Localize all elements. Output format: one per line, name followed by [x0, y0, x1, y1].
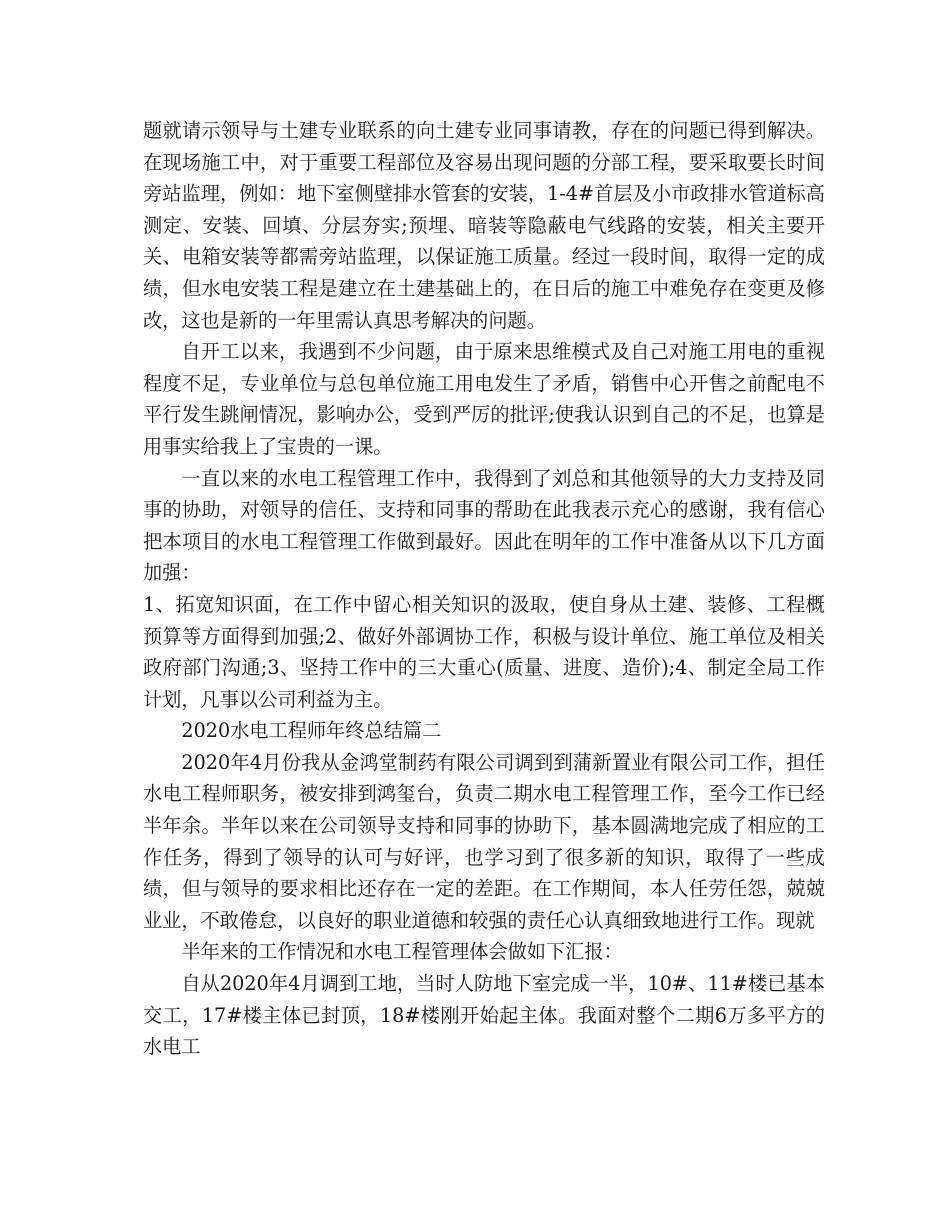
paragraph-1: 题就请示领导与土建专业联系的向土建专业同事请教，存在的问题已得到解决。在现场施工中，对于重要工程部位及容易出现问题的分部工程，要采取要长时间旁站监理，例如：地下室侧壁排水管套的安装，1-4#首层及小市政排水管道标高测定、安装、回填、分层夯实;预埋、暗装等隐蔽电气线路的安装，相关主要开关、电箱安装等都需旁站监理，以保证施工质量。经过一段时间，取得一定的成绩，但水电安装工程是建立在土建基础上的，在日后的施工中难免存在变更及修改，这也是新的一年里需认真思考解决的问题。 — [143, 119, 825, 332]
paragraph-5: 2020年4月份我从金鸿堂制药有限公司调到到蒲新置业有限公司工作，担任水电工程师职务，被安排到鸿玺台，负责二期水电工程管理工作，至今工作已经半年余。半年以来在公司领导支持和同事的协助下，基本圆满地完成了相应的工作任务，得到了领导的认可与好评，也学习到了很多新的知识，取得了一些成绩，但与领导的要求相比还存在一定的差距。在工作期间，本人任劳任怨，兢兢业业，不敢倦怠，以良好的职业道德和较强的责任心认真细致地进行工作。现就 — [143, 750, 825, 932]
document-body — [143, 115, 825, 1063]
paragraph-3: 一直以来的水电工程管理工作中，我得到了刘总和其他领导的大力支持及同事的协助，对领导的信任、支持和同事的帮助在此我表示充心的感谢，我有信心把本项目的水电工程管理工作做到最好。因此在明年的工作中准备从以下几方面加强： — [143, 466, 825, 585]
paragraph-4: 1、拓宽知识面，在工作中留心相关知识的汲取，使自身从土建、装修、工程概预算等方面得到加强;2、做好外部调协工作，积极与设计单位、施工单位及相关政府部门沟通;3、坚持工作中的三大重心(质量、进度、造价);4、制定全局工作计划，凡事以公司利益为主。 — [143, 592, 825, 711]
section-heading: 2020水电工程师年终总结篇二 — [181, 719, 442, 743]
paragraph-7: 自从2020年4月调到工地，当时人防地下室完成一半，10#、11#楼已基本交工，17#楼主体已封顶，18#楼刚开始起主体。我面对整个二期6万多平方的水电工 — [143, 972, 825, 1059]
paragraph-6: 半年来的工作情况和水电工程管理体会做如下汇报： — [181, 940, 623, 964]
paragraph-2: 自开工以来，我遇到不少问题，由于原来思维模式及自己对施工用电的重视程度不足，专业单位与总包单位施工用电发生了矛盾，销售中心开售之前配电不平行发生跳闸情况，影响办公，受到严厉的批评;使我认识到自己的不足，也算是用事实给我上了宝贵的一课。 — [143, 340, 825, 458]
